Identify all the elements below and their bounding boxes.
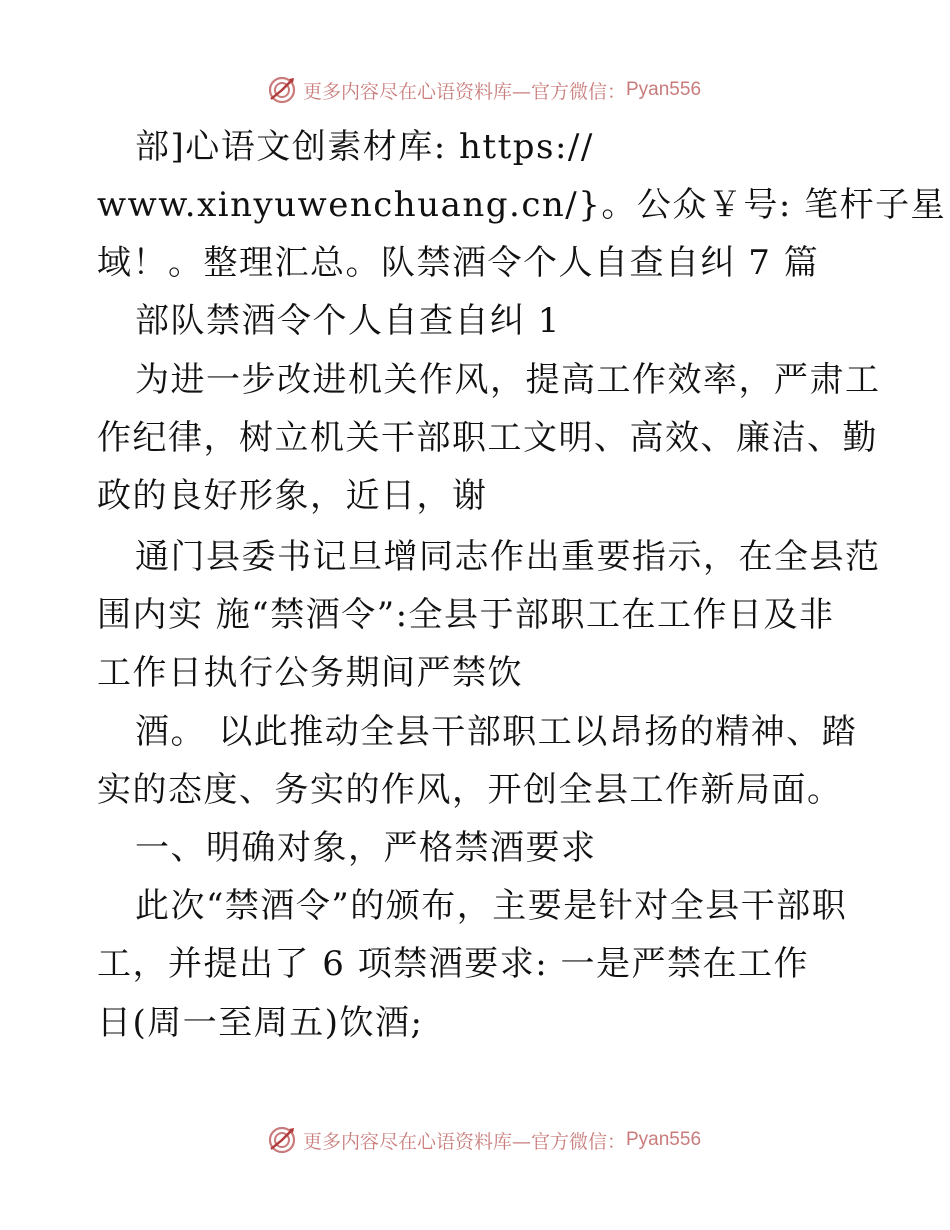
body-line: 作纪律，树立机关干部职工文明、高效、廉洁、勤: [97, 418, 878, 458]
footer-banner: [0, 1120, 950, 1160]
body-line: 部]心语文创素材库: https://: [135, 127, 594, 167]
brand-logo-icon: [267, 75, 297, 105]
banner-text: 更多内容尽在心语资料库—官方微信：: [302, 80, 626, 103]
body-line: 围内实 施“禁酒令”:全县于部职工在工作日及非: [97, 595, 835, 635]
banner-text: 更多内容尽在心语资料库—官方微信：: [302, 1130, 626, 1153]
banner-wechat-id: Pyan556: [626, 79, 702, 100]
body-line: 为进一步改进机关作风，提高工作效率，严肃工: [135, 360, 881, 400]
section-heading: 一、明确对象，严格禁酒要求: [135, 828, 597, 868]
body-line: 工，并提出了 6 项禁酒要求: 一是严禁在工作: [97, 944, 810, 984]
body-line: 政的良好形象，近日，谢: [97, 476, 488, 516]
body-line: www.xinyuwenchuang.cn/}。公众￥号: 笔杆子星: [97, 185, 947, 225]
section-title: 部队禁酒令个人自查自纠 1: [135, 301, 561, 341]
body-line: 酒。 以此推动全县干部职工以昂扬的精神、踏: [135, 712, 858, 752]
body-line: 通门县委书记旦增同志作出重要指示，在全县范: [135, 537, 881, 577]
body-line: 域！。整理汇总。队禁酒令个人自查自纠 7 篇: [97, 243, 820, 283]
body-line: 此次“禁酒令”的颁布，主要是针对全县干部职: [135, 886, 848, 926]
body-line: 工作日执行公务期间严禁饮: [97, 653, 523, 693]
brand-logo-icon: [267, 1125, 297, 1155]
body-line: 实的态度、务实的作风，开创全县工作新局面。: [97, 770, 843, 810]
body-line: 日(周一至周五)饮酒;: [97, 1003, 424, 1043]
header-banner: [0, 70, 950, 110]
banner-wechat-id: Pyan556: [626, 1129, 702, 1150]
